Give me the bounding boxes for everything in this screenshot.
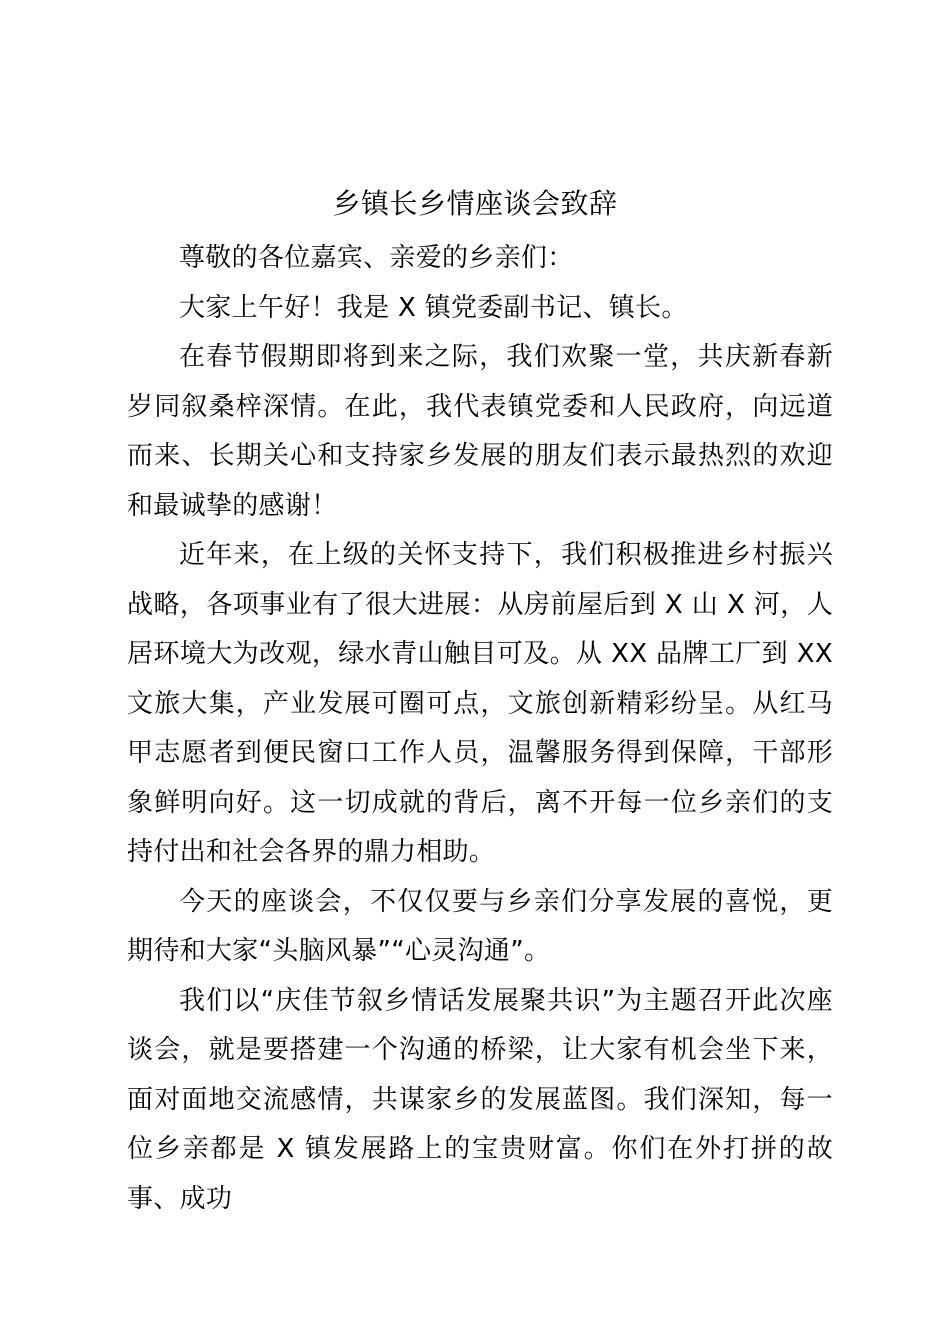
paragraph-purpose: 今天的座谈会，不仅仅要与乡亲们分享发展的喜悦，更期待和大家“头脑风暴”“心灵沟通”。 bbox=[127, 886, 833, 966]
paragraph-theme: 我们以“庆佳节叙乡情话发展聚共识”为主题召开此次座谈会，就是要搭建一个沟通的桥梁，让大家有机会坐下来，面对面地交流感情，共谋家乡的发展蓝图。我们深知，每一位乡亲都是 X 镇发展路上的宝贵财富。你们在外打拼的故事、成功 bbox=[127, 985, 833, 1214]
document-title: 乡镇长乡情座谈会致辞 bbox=[332, 187, 618, 220]
document-body bbox=[127, 234, 833, 1224]
paragraph-salutation: 尊敬的各位嘉宾、亲爱的乡亲们： bbox=[179, 243, 574, 273]
paragraph-welcome: 在春节假期即将到来之际，我们欢聚一堂，共庆新春新岁同叙桑梓深情。在此，我代表镇党委和人民政府，向远道而来、长期关心和支持家乡发展的朋友们表示最热烈的欢迎和最诚挚的感谢！ bbox=[127, 342, 833, 521]
paragraph-achievements: 近年来，在上级的关怀支持下，我们积极推进乡村振兴战略，各项事业有了很大进展：从房前屋后到 X 山 X 河，人居环境大为改观，绿水青山触目可及。从 XX 品牌工厂到 XX 文旅大集，产业发展可圈可点，文旅创新精彩纷呈。从红马甲志愿者到便民窗口工作人员，温馨服务得到保障，干部形象鲜明向好。这一切成就的背后，离不开每一位乡亲们的支持付出和社会各界的鼎力相助。 bbox=[127, 540, 833, 867]
paragraph-greeting: 大家上午好！我是 X 镇党委副书记、镇长。 bbox=[179, 292, 688, 323]
